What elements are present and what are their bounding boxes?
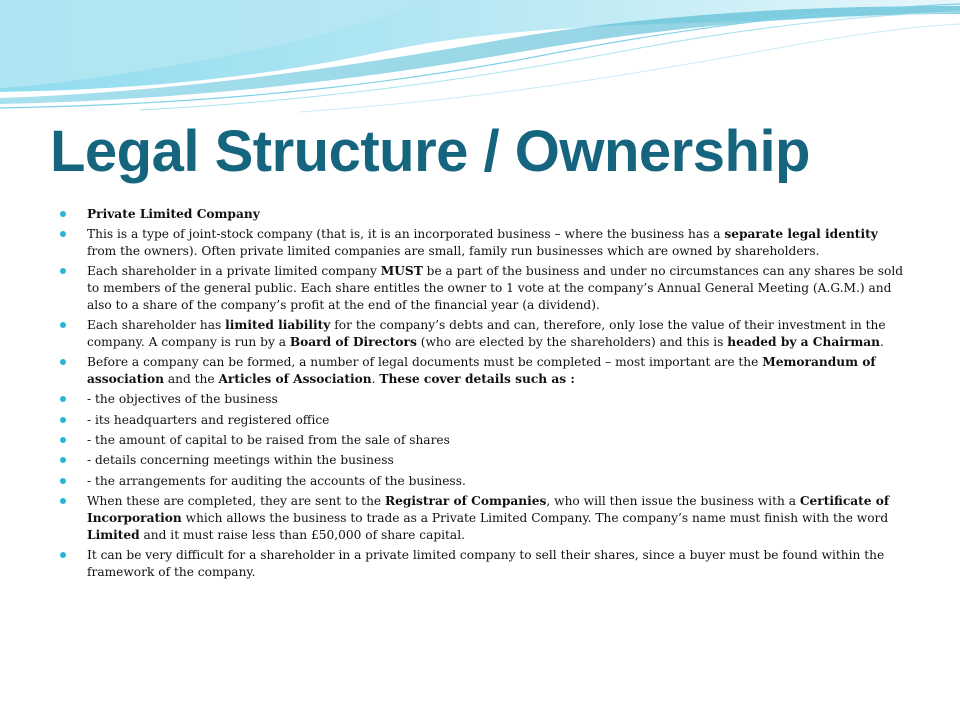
bullet-dot-icon	[60, 211, 66, 217]
bullet-dot-icon	[60, 396, 66, 402]
body-text: .	[371, 372, 380, 387]
body-text: .	[879, 335, 884, 350]
body-text: which allows the business to trade as a Private Limited Company. The company’s name must finish with the word	[181, 510, 889, 525]
body-text: - the arrangements for auditing the accounts of the business.	[87, 473, 466, 488]
bold-text: Private Limited Company	[87, 207, 260, 221]
body-text: - its headquarters and registered office	[87, 412, 330, 427]
bullet-dot-icon	[60, 268, 66, 274]
bullet-dot-icon	[60, 322, 66, 328]
bold-text: Certificate of Incorporation	[87, 493, 890, 525]
bullet-item	[60, 547, 905, 581]
bullet-dot-icon	[60, 478, 66, 484]
body-text: - the amount of capital to be raised from the sale of shares	[87, 433, 450, 448]
bullet-dot-icon	[60, 437, 66, 443]
body-text: from the owners). Often private limited companies are small, family run businesses which are owned by shareholders.	[87, 244, 820, 259]
bullet-dot-icon	[60, 457, 66, 463]
bold-text: These cover details such as :	[379, 372, 575, 387]
bullet-item	[60, 263, 905, 313]
body-text: This is a type of joint-stock company (that is, it is an incorporated business – where the business has a	[87, 227, 725, 242]
bullet-item	[60, 226, 905, 260]
bold-text: Memorandum of association	[87, 355, 876, 387]
bold-text: limited liability	[225, 318, 331, 333]
page-title: Legal Structure / Ownership	[50, 119, 810, 184]
bullet-item	[60, 206, 905, 223]
body-text: Each shareholder in a private limited company	[87, 264, 381, 279]
body-text: and the	[163, 372, 219, 387]
decorative-wave-header	[0, 0, 960, 120]
bullet-item	[60, 391, 905, 408]
body-text: - the objectives of the business	[87, 392, 278, 407]
body-text: , who will then issue the business with a	[546, 493, 800, 508]
body-text: Before a company can be formed, a number of legal documents must be completed – most important are the	[87, 355, 763, 370]
bullet-item	[60, 493, 905, 543]
bold-text: Registrar of Companies	[385, 493, 547, 508]
body-text: It can be very difficult for a shareholder in a private limited company to sell their shares, since a buyer must be found within the framework of the company.	[87, 547, 885, 579]
bullet-list	[60, 206, 905, 584]
bold-text: Limited	[87, 527, 140, 542]
bullet-dot-icon	[60, 498, 66, 504]
bold-text: headed by a Chairman	[727, 335, 880, 350]
bold-text: separate legal identity	[724, 227, 878, 242]
body-text: (who are elected by the shareholders) and this is	[416, 335, 728, 350]
bullet-dot-icon	[60, 359, 66, 365]
bold-text: Board of Directors	[289, 335, 417, 350]
bullet-item	[60, 432, 905, 449]
body-text: be a part of the business and under no circumstances can any shares be sold to members of the general public. Each share entitles the owner to 1 vote at the company’s Annual General Meeting (A.G.M.) and also to a share of the company’s profit at the end of the financial year (a dividend).	[87, 264, 904, 312]
bullet-item	[60, 452, 905, 469]
bold-text: Articles of Association	[218, 372, 372, 387]
bullet-dot-icon	[60, 552, 66, 558]
body-text: Each shareholder has	[87, 318, 226, 333]
bullet-dot-icon	[60, 231, 66, 237]
bullet-dot-icon	[60, 417, 66, 423]
bullet-item	[60, 412, 905, 429]
bold-text: MUST	[380, 264, 423, 279]
body-text: for the company’s debts and can, therefore, only lose the value of their investment in the company. A company is run by a	[87, 318, 886, 350]
body-text: - details concerning meetings within the business	[87, 453, 394, 468]
body-text: and it must raise less than £50,000 of share capital.	[139, 527, 465, 542]
body-text: When these are completed, they are sent to the	[87, 493, 386, 508]
bullet-item	[60, 473, 905, 490]
bullet-item	[60, 317, 905, 351]
bullet-item	[60, 354, 905, 388]
